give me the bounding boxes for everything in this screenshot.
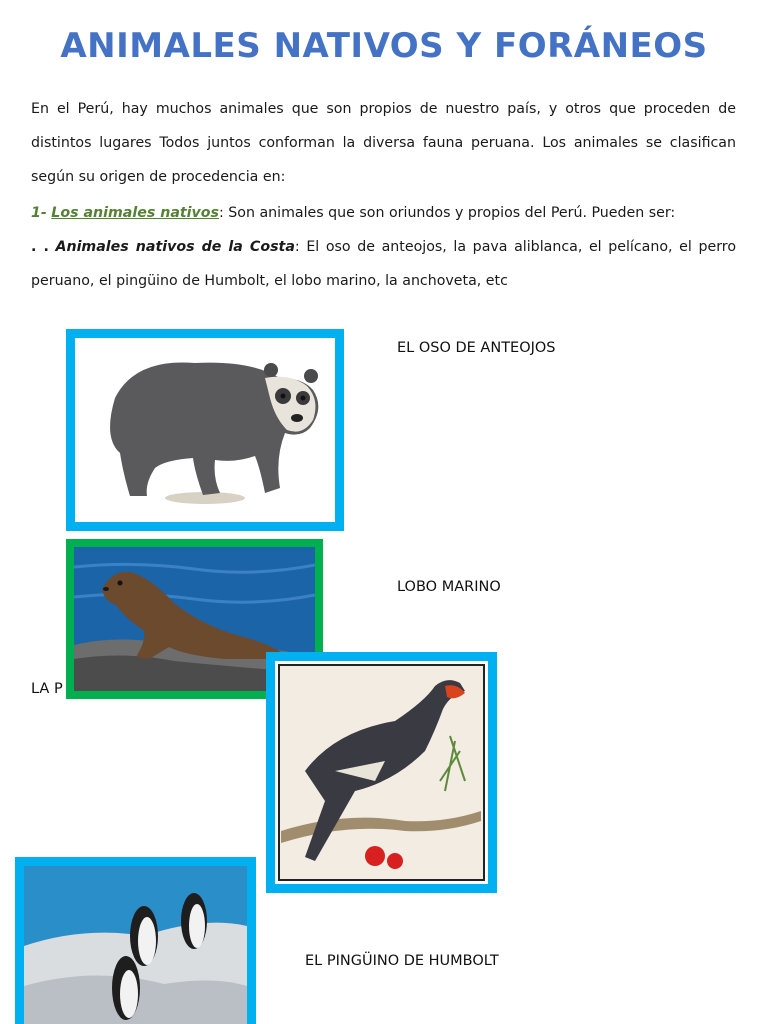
penguin-photo bbox=[24, 866, 247, 1024]
page-title: ANIMALES NATIVOS Y FORÁNEOS bbox=[60, 26, 708, 66]
intro-paragraph: En el Perú, hay muchos animales que son propios de nuestro país, y otros que proceden de distintos lugares Todos juntos conforman la diversa fauna peruana. Los animales se clasifican según su origen de procedencia en: bbox=[31, 101, 736, 185]
coast-paragraph bbox=[31, 230, 736, 298]
bear-image bbox=[66, 329, 344, 531]
pava-illustration bbox=[275, 661, 488, 884]
bear-illustration bbox=[75, 338, 335, 522]
bullet-marks: . . bbox=[31, 239, 49, 255]
pava-image bbox=[266, 652, 497, 893]
coast-heading: Animales nativos de la Costa bbox=[55, 239, 295, 255]
section-text: : Son animales que son oriundos y propios del Perú. Pueden ser: bbox=[218, 205, 676, 221]
label-penguin: EL PINGÜINO DE HUMBOLT bbox=[305, 953, 499, 969]
penguin-image bbox=[15, 857, 256, 1024]
section-number: 1- bbox=[31, 205, 47, 221]
label-bear: EL OSO DE ANTEOJOS bbox=[397, 340, 556, 356]
label-sealion: LOBO MARINO bbox=[397, 579, 501, 595]
label-partial: LA P bbox=[31, 681, 63, 697]
section-heading: Los animales nativos bbox=[51, 205, 219, 221]
section-native-paragraph bbox=[31, 196, 736, 230]
coast-text: : El oso de anteojos, la pava aliblanca, el pelícano, el perro peruano, el pingüino de Humbolt, el lobo marino, la anchoveta, etc bbox=[31, 239, 737, 289]
